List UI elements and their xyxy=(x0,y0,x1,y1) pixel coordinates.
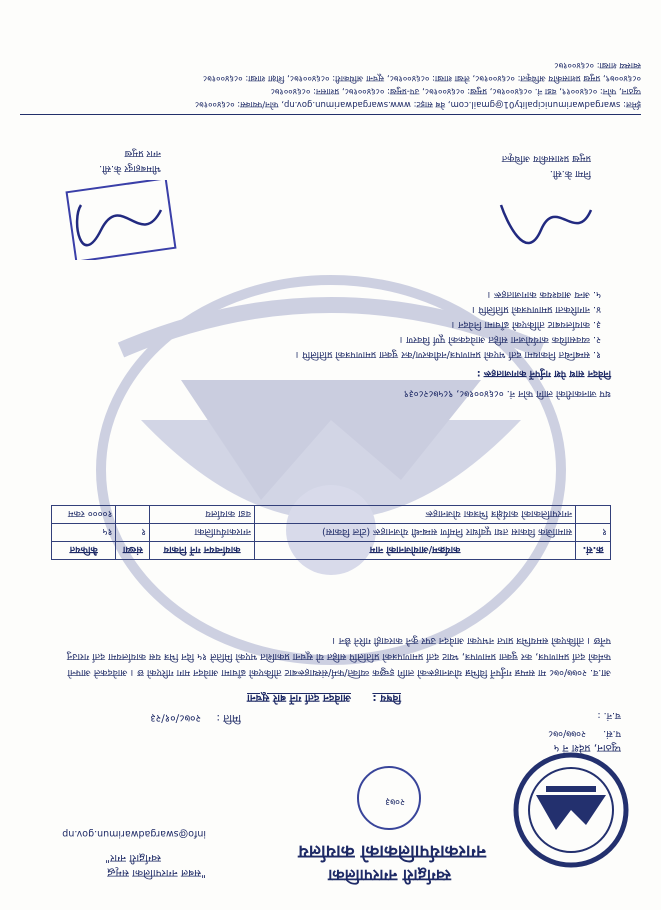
table-row xyxy=(52,506,611,524)
table-header-agency: कार्यान्वयन गर्ने निकाय xyxy=(150,542,255,560)
signature-left-icon xyxy=(491,190,601,250)
signature-left-title: प्रमुख प्रशासकीय अधिकृत xyxy=(501,153,591,164)
footer-divider xyxy=(20,114,641,115)
signature-left-name: निमा के.सी. xyxy=(549,168,591,179)
footer-line: स्वास्थ्य शाखा: ०८६४००१७८ xyxy=(554,60,641,70)
table-cell: वडा कार्यालय xyxy=(150,506,255,524)
table-cell: १ xyxy=(576,524,611,542)
condition-item: ५. अन्य आवश्यक कागजातहरू । xyxy=(487,289,601,300)
municipality-logo-icon xyxy=(511,750,631,870)
programs-table xyxy=(51,505,611,560)
email-address: info@swargadwarimun.gov.np xyxy=(62,828,206,839)
body-paragraph: आ.व. २०७७/०७८ मा सम्पन्न गर्नुपर्ने विभिन्न योजनाहरूको लागि इच्छुक व्यक्ति/फर्म/संस्थाहरूबाट तोकिएको ढाँचामा आवेदन माग गरिएको छ । आवेदकले आफ्नो फर्मको दर्ता प्रमाणपत्र, कर चुक्ता प्रमाणपत्र, भ्याट दर्ता प्रमाणपत्रको प्रतिलिपि सहित यो सूचना प्रकाशित भएको मितिले १५ दिन भित्र यस कार्यालयमा दर्ता गराउनु पर्नेछ । तोकिएको समयभित्र प्राप्त नभएका आवेदन उपर कुनै कारवाही गरिने छैन । xyxy=(67,635,611,678)
table-cell: सामाजिक विकास तथा पूर्वाधार निर्माण सम्बन्धी योजनाहरू (टोल विकास) xyxy=(254,524,575,542)
condition-item: ३. कार्यालयबाट तोकिएको ढाँचामा निवेदन । xyxy=(451,319,601,330)
footer-line: ईमेल: swargadwarimunicipality01@gmail.com, वेब साइट: www.swargadwarimun.gov.np, फोन/फ्याक्स: ०८६४००१७८ xyxy=(194,99,641,109)
ps-label: प.सं. xyxy=(603,728,621,739)
municipality-seal xyxy=(511,750,631,870)
signature-right-name: भीमबहादुर के.सी. xyxy=(99,163,161,174)
office-name: नगरकार्यपालिकाको कार्यालय xyxy=(298,841,486,862)
condition-item: ४. नागरिकता प्रमाणपत्रको प्रतिलिपि । xyxy=(471,304,601,315)
condition-item: २. व्यवसायिक कार्ययोजना सहित आवेदकको पूर्ण विवरण । xyxy=(399,334,601,345)
table-cell xyxy=(116,506,150,524)
table-cell xyxy=(576,506,611,524)
table-cell: १ xyxy=(116,524,150,542)
table-cell: नगरकार्यपालिका xyxy=(150,524,255,542)
motto-line-2: स्वर्गद्वारी नगर" xyxy=(105,852,161,864)
footer-line: ०८६४००७९, प्रमुख प्रशासकीय अधिकृत: ०८६४००१७८, लेखा शाखा: ०८६४००१७८, सूचना अधिकारी: ०८६४००१७८, शिक्षा शाखा: ०८६४००१७८ xyxy=(202,73,641,83)
round-stamp xyxy=(357,766,421,830)
signature-right-title: नगर प्रमुख xyxy=(124,148,161,159)
stamp-year: २०७३ xyxy=(385,796,405,807)
table-cell: १५ xyxy=(52,524,117,542)
signature-right-icon xyxy=(61,180,181,260)
subject-text: आवेदन दर्ता गर्ने बारे सूचना xyxy=(247,692,351,704)
table-header-remarks: कैफियत xyxy=(52,542,117,560)
motto-line-1: "सबल नगरपालिका समृद्ध xyxy=(107,867,206,879)
chn-label: च.नं. : xyxy=(597,710,621,721)
table-cell: १०००० रकम xyxy=(52,506,117,524)
footer-line: प्युठान, फोन: ०८६४००१९, वडा नं. ०८६४००१७८, प्रमुख: ०८६४००१७८, उप-प्रमुख: ०८६४००१७८, प्रशासन: ०८६४००१७८ xyxy=(270,86,641,96)
date-value: २०७८/०१/२३ xyxy=(150,712,201,724)
condition-item: १. सम्बन्धित निकायमा दर्ता भएको प्रमाणपत्र/नवीकरण/कर चुक्ता प्रमाणपत्रको प्रतिलिपि । xyxy=(295,349,601,360)
table-cell: नगरपालिकाको कार्यक्षेत्र भित्रका योजनाहरू xyxy=(254,506,575,524)
table-header-program: कार्यक्रम/आयोजनाको नाम xyxy=(254,542,575,560)
table-header-sn: क्र.सं. xyxy=(576,542,611,560)
table-row xyxy=(52,524,611,542)
table-header-count: संख्या xyxy=(116,542,150,560)
ps-value: २०७७/०७८ xyxy=(548,728,586,739)
conditions-list xyxy=(61,287,601,362)
subject-label: विषय : xyxy=(372,692,401,704)
conditions-title: निवेदन साथ पेश गर्नुपर्ने कागजातहरू : xyxy=(476,368,611,379)
location-line: प्युठान, प्रदेश नं ५ xyxy=(553,742,621,754)
footer xyxy=(20,58,641,110)
municipality-name: स्वर्गद्वारी नगरपालिका xyxy=(328,866,451,885)
date-label: मिति : xyxy=(216,712,241,724)
contact-line: थप जानकारीको लागि फोन नं. ०८६४००१७८, ९८५७८२८०३९ xyxy=(403,388,611,399)
